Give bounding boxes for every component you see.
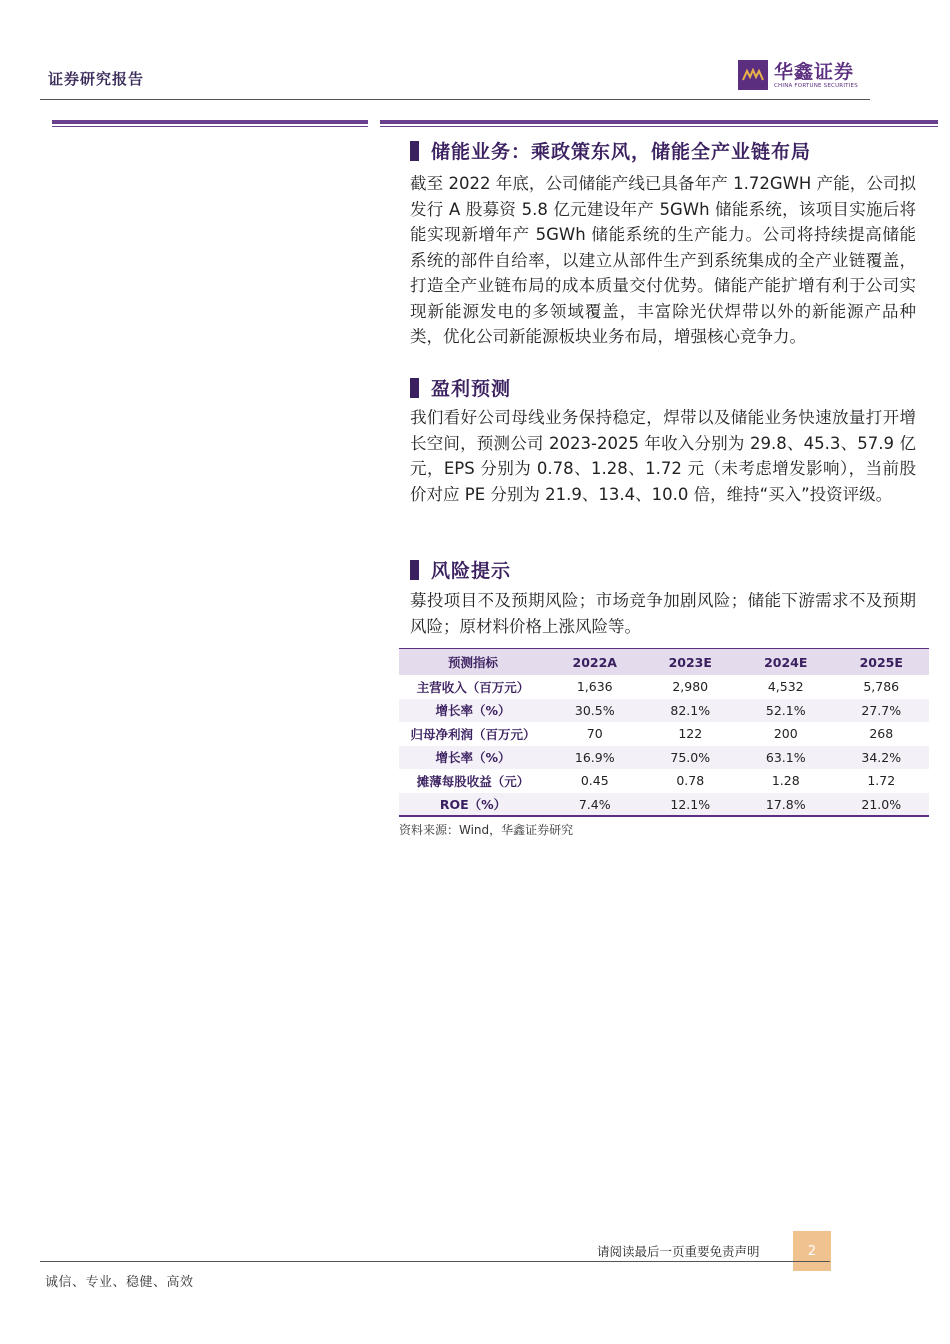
- table-cell: 75.0%: [643, 746, 739, 770]
- table-cell: 2,980: [672, 679, 709, 695]
- section-marker: [410, 141, 419, 161]
- section-heading-risk: [410, 556, 511, 583]
- footer-motto: 诚信、专业、稳健、高效: [45, 1275, 194, 1290]
- logo-mark-icon: [738, 60, 768, 90]
- left-column-bar-thin: [52, 126, 368, 127]
- table-cell: 12.1%: [643, 793, 739, 817]
- row-label: ROE（%）: [399, 793, 547, 817]
- table-header-cell: 2023E: [643, 649, 739, 675]
- table-row: [399, 793, 929, 817]
- table-header-cell: 预测指标: [399, 649, 547, 675]
- section-marker: [410, 378, 419, 398]
- section-heading-forecast: [410, 374, 511, 401]
- table-cell: 63.1%: [738, 746, 834, 770]
- header-divider: [40, 99, 870, 100]
- table-cell: 34.2%: [834, 746, 930, 770]
- section-heading-storage: [410, 137, 811, 164]
- table-cell: 52.1%: [738, 699, 834, 723]
- table-cell: 16.9%: [547, 746, 643, 770]
- table-cell: 268: [869, 726, 894, 742]
- table-cell: 4,532: [767, 679, 804, 695]
- disclaimer-note: 请阅读最后一页重要免责声明: [597, 1244, 760, 1259]
- section-marker: [410, 560, 419, 580]
- table-cell: 21.0%: [834, 793, 930, 817]
- row-label: 增长率（%）: [399, 699, 547, 723]
- right-column-bar: [380, 120, 938, 124]
- table-cell: 1.28: [771, 773, 800, 789]
- footer-divider: [40, 1261, 830, 1262]
- table-header-cell: 2022A: [547, 649, 643, 675]
- section-title: 盈利预测: [431, 378, 512, 400]
- section-body-forecast: 我们看好公司母线业务保持稳定，焊带以及储能业务快速放量打开增长空间，预测公司 2023-2025 年收入分别为 29.8、45.3、57.9 亿元，EPS 分别为 0.78、1.28、1.72 元（未考虑增发影响），当前股价对应 PE 分别为 21.9、13.4、10.0 倍，维持“买入”投资评级。: [410, 408, 916, 504]
- table-header-row: [399, 649, 929, 675]
- left-column-bar: [52, 120, 368, 124]
- table-row: [399, 675, 929, 699]
- table-cell: 27.7%: [834, 699, 930, 723]
- table-bottom-rule: [399, 815, 929, 817]
- table-source-note: 资料来源：Wind，华鑫证券研究: [399, 823, 574, 837]
- section-body-storage: 截至 2022 年底，公司储能产线已具备年产 1.72GWH 产能，公司拟发行 A 股募资 5.8 亿元建设年产 5GWh 储能系统，该项目实施后将能实现新增年产 5GWh 储能系统的生产能力。公司将持续提高储能系统的部件自给率，以建立从部件生产到系统集成的全产业链覆盖，打造全产业链布局的成本质量交付优势。储能产能扩增有利于公司实现新能源发电的多领域覆盖，丰富除光伏焊带以外的新能源产品种类，优化公司新能源板块业务布局，增强核心竞争力。: [410, 174, 916, 346]
- table-header-cell: 2024E: [738, 649, 834, 675]
- company-logo: [738, 60, 858, 90]
- logo-name-en: CHINA FORTUNE SECURITIES: [774, 82, 858, 89]
- table-cell: 70: [586, 726, 603, 742]
- table-cell: 0.78: [676, 773, 705, 789]
- table-cell: 82.1%: [643, 699, 739, 723]
- table-cell: 1.72: [867, 773, 896, 789]
- row-label: 主营收入（百万元）: [416, 679, 530, 695]
- forecast-table: [399, 649, 929, 816]
- report-type-label: 证券研究报告: [48, 70, 145, 88]
- page-number: 2: [793, 1231, 831, 1271]
- row-label: 归母净利润（百万元）: [410, 726, 536, 742]
- table-cell: 7.4%: [547, 793, 643, 817]
- table-cell: 122: [678, 726, 703, 742]
- table-row: [399, 699, 929, 723]
- section-body-risk: 募投项目不及预期风险；市场竞争加剧风险；储能下游需求不及预期风险；原材料价格上涨风险等。: [410, 591, 916, 636]
- right-column-bar-thin: [380, 126, 938, 127]
- section-title: 风险提示: [431, 560, 512, 582]
- table-row: [399, 769, 929, 793]
- table-cell: 5,786: [863, 679, 900, 695]
- table-cell: 30.5%: [547, 699, 643, 723]
- row-label: 增长率（%）: [399, 746, 547, 770]
- row-label: 摊薄每股收益（元）: [416, 773, 530, 789]
- table-row: [399, 746, 929, 770]
- table-cell: 1,636: [576, 679, 613, 695]
- section-title: 储能业务：乘政策东风，储能全产业链布局: [431, 141, 812, 163]
- table-cell: 200: [773, 726, 798, 742]
- table-cell: 17.8%: [738, 793, 834, 817]
- table-row: [399, 722, 929, 746]
- table-header-cell: 2025E: [834, 649, 930, 675]
- table-cell: 0.45: [580, 773, 609, 789]
- logo-name-cn: 华鑫证券: [774, 60, 855, 83]
